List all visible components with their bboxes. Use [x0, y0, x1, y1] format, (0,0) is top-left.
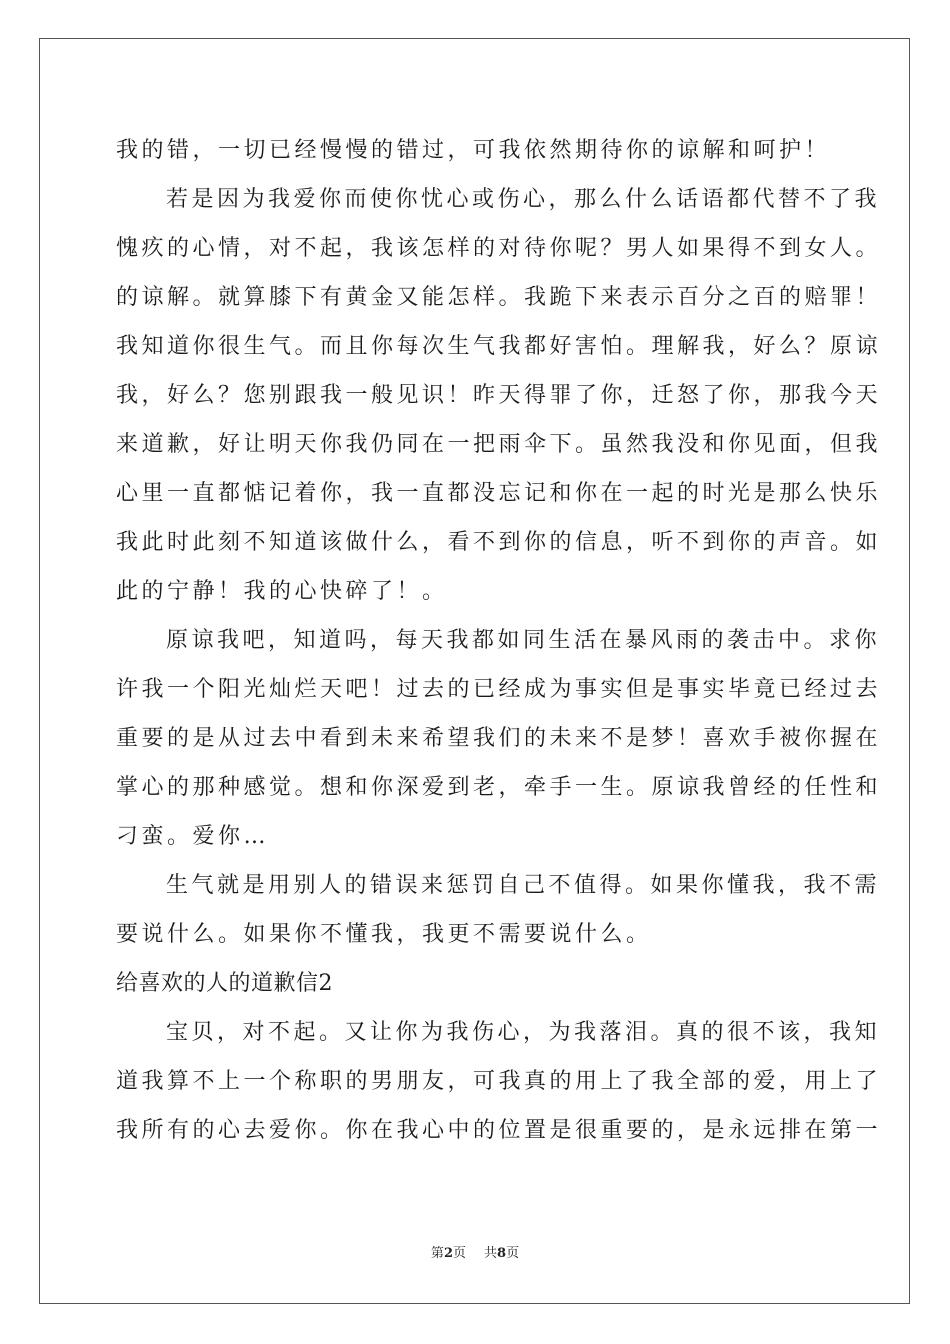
- paragraph-start-line: 生气就是用别人的错误来惩罚自己不值得。如果你懂我，我不需: [166, 873, 881, 898]
- paragraph-start-line: 若是因为我爱你而使你忧心或伤心，那么什么话语都代替不了我: [166, 187, 881, 212]
- text-line: 道我算不上一个称职的男朋友，可我真的用上了我全部的爱，用上了: [116, 1069, 882, 1094]
- text-line: 我，好么？您别跟我一般见识！昨天得罪了你，迁怒了你，那我今天: [116, 383, 882, 408]
- text-line: 我知道你很生气。而且你每次生气我都好害怕。理解我，好么？原谅: [116, 334, 882, 359]
- current-page-number: 2: [443, 1246, 453, 1261]
- text-line: 的谅解。就算膝下有黄金又能怎样。我跪下来表示百分之百的赔罪！: [116, 285, 882, 310]
- document-body: [116, 126, 882, 1155]
- paragraph-start-line: 原谅我吧，知道吗，每天我都如同生活在暴风雨的袭击中。求你: [166, 628, 881, 653]
- text-line: 重要的是从过去中看到未来希望我们的未来不是梦！喜欢手被你握在: [116, 726, 882, 751]
- paragraph-start-line: 宝贝，对不起。又让你为我伤心，为我落泪。真的很不该，我知: [166, 1020, 881, 1045]
- footer-total-prefix: 共: [484, 1246, 498, 1261]
- text-line: 我所有的心去爱你。你在我心中的位置是很重要的，是永远排在第一: [116, 1118, 882, 1143]
- text-line: 我此时此刻不知道该做什么，看不到你的信息，听不到你的声音。如: [116, 530, 882, 555]
- total-page-count: 8: [497, 1246, 507, 1261]
- text-line: 刁蛮。爱你…: [116, 824, 270, 849]
- text-line: 心里一直都惦记着你，我一直都没忘记和你在一起的时光是那么快乐: [116, 481, 882, 506]
- text-line: 许我一个阳光灿烂天吧！过去的已经成为事实但是事实毕竟已经过去: [116, 677, 882, 702]
- text-line: 来道歉，好让明天你我仍同在一把雨伞下。虽然我没和你见面，但我: [116, 432, 882, 457]
- text-line: 要说什么。如果你不懂我，我更不需要说什么。: [116, 922, 652, 947]
- text-line: 愧疚的心情，对不起，我该怎样的对待你呢？男人如果得不到女人。: [116, 236, 882, 261]
- text-line: 此的宁静！我的心快碎了！。: [116, 579, 448, 604]
- section-heading: 给喜欢的人的道歉信2: [116, 971, 333, 996]
- text-line: 我的错，一切已经慢慢的错过，可我依然期待你的谅解和呵护！: [116, 138, 831, 163]
- footer-prefix: 第: [430, 1246, 444, 1261]
- page-footer: [0, 1242, 950, 1261]
- text-line: 掌心的那种感觉。想和你深爱到老，牵手一生。原谅我曾经的任性和: [116, 775, 882, 800]
- footer-total-suffix: 页: [506, 1246, 520, 1261]
- footer-page-suffix: 页: [452, 1246, 466, 1261]
